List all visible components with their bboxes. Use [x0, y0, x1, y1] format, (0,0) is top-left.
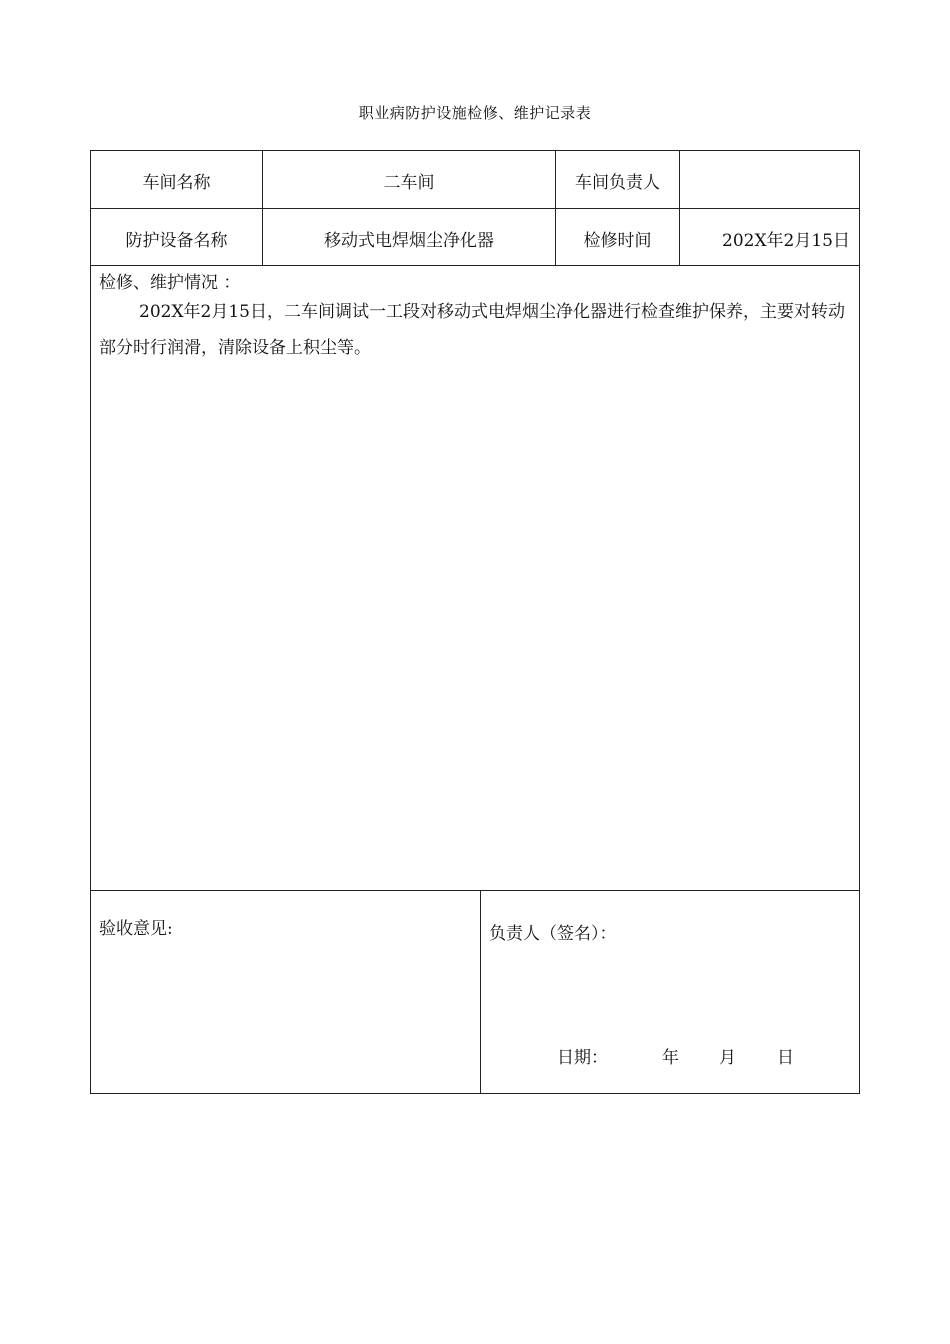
record-table	[90, 150, 860, 1094]
year-label: 年	[662, 1048, 679, 1068]
maintenance-time-value: 202X年2月15日	[722, 231, 850, 251]
row-divider	[91, 890, 859, 891]
column-divider	[480, 890, 481, 1094]
day-label: 日	[777, 1048, 794, 1068]
row-divider	[91, 208, 859, 209]
acceptance-opinion-label: 验收意见:	[99, 919, 173, 939]
row-divider	[91, 265, 859, 266]
signer-label: 负责人（签名）：	[489, 924, 617, 944]
maintenance-section-label: 检修、维护情况 ：	[99, 273, 241, 293]
maintenance-description-text: 202X年2月15日，二车间调试一工段对移动式电焊烟尘净化器进行检查维护保养，主要对转动部分时行润滑，清除设备上积尘等。	[99, 302, 845, 358]
maintenance-description	[99, 294, 853, 366]
date-label: 日期：	[557, 1048, 608, 1068]
equipment-name-label: 防护设备名称	[125, 231, 228, 251]
month-label: 月	[719, 1048, 736, 1068]
equipment-name-value: 移动式电焊烟尘净化器	[324, 231, 494, 251]
workshop-name-value: 二车间	[383, 173, 435, 193]
workshop-name-label: 车间名称	[142, 173, 211, 193]
page-title: 职业病防护设施检修、维护记录表	[358, 104, 592, 122]
maintenance-time-label: 检修时间	[583, 231, 652, 251]
workshop-manager-label: 车间负责人	[575, 173, 660, 193]
